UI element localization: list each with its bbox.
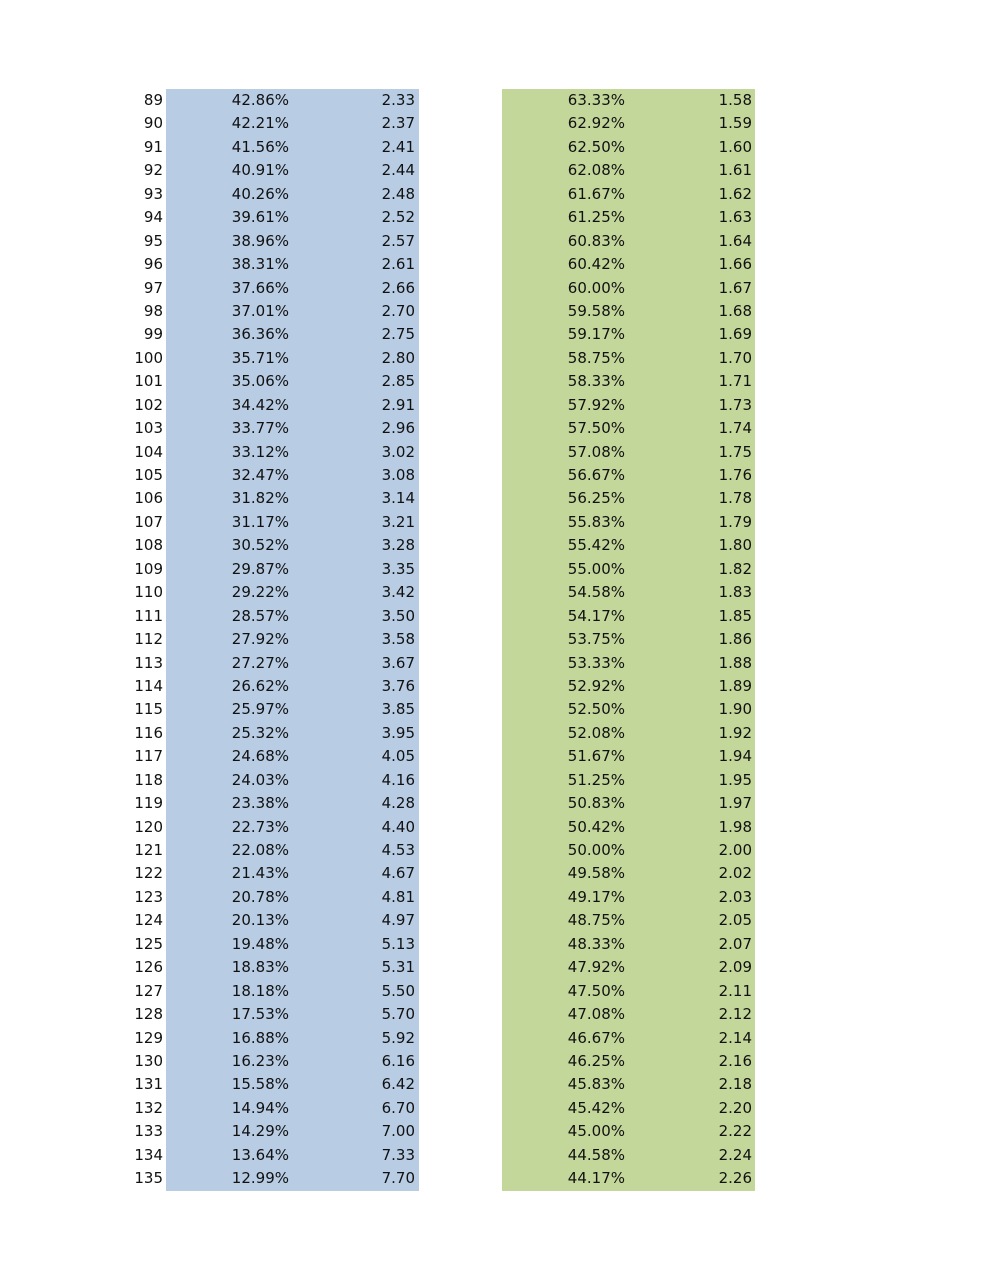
row-number-cell: 119 [134, 794, 163, 813]
percent-b-cell: 53.33% [567, 653, 625, 672]
value-b-cell: 1.89 [718, 676, 752, 695]
row-number-cell: 89 [143, 91, 163, 109]
row-number-cell: 112 [134, 630, 163, 649]
percent-a-cell: 17.53% [231, 1005, 289, 1024]
value-b-cell: 2.03 [718, 887, 752, 906]
table-row [0, 112, 990, 135]
value-b-cell: 1.64 [718, 231, 752, 250]
table-row [0, 511, 990, 534]
row-number-cell: 130 [134, 1051, 163, 1070]
percent-b-cell: 51.67% [567, 747, 625, 766]
table-row [0, 1027, 990, 1050]
value-b-cell: 1.88 [718, 653, 752, 672]
row-number-cell: 99 [143, 325, 163, 344]
table-row [0, 441, 990, 464]
table-row [0, 675, 990, 698]
value-b-cell: 1.68 [718, 301, 752, 320]
value-b-cell: 1.73 [718, 395, 752, 414]
percent-a-cell: 34.42% [231, 395, 289, 414]
value-a-cell: 2.75 [381, 325, 415, 344]
value-a-cell: 4.97 [381, 911, 415, 930]
percent-b-cell: 62.92% [567, 114, 625, 133]
table-row [0, 534, 990, 557]
row-number-cell: 100 [134, 348, 163, 367]
percent-b-cell: 47.50% [567, 981, 625, 1000]
value-a-cell: 4.16 [381, 770, 415, 789]
value-b-cell: 1.83 [718, 583, 752, 602]
percent-a-cell: 31.17% [231, 512, 289, 531]
value-b-cell: 2.20 [718, 1098, 752, 1117]
percent-a-cell: 16.88% [231, 1028, 289, 1047]
row-number-cell: 90 [143, 114, 163, 133]
row-number-cell: 106 [134, 489, 163, 508]
row-number-cell: 128 [134, 1005, 163, 1024]
table-row [0, 230, 990, 253]
table-row [0, 487, 990, 510]
percent-b-cell: 49.58% [567, 864, 625, 883]
row-number-cell: 125 [134, 934, 163, 953]
value-a-cell: 4.67 [381, 864, 415, 883]
percent-b-cell: 54.17% [567, 606, 625, 625]
table-row [0, 370, 990, 393]
row-number-cell: 103 [134, 419, 163, 438]
value-b-cell: 2.26 [718, 1169, 752, 1188]
value-b-cell: 1.94 [718, 747, 752, 766]
row-number-cell: 92 [143, 161, 163, 180]
value-a-cell: 4.05 [381, 747, 415, 766]
row-number-cell: 101 [134, 372, 163, 391]
percent-a-cell: 36.36% [231, 325, 289, 344]
percent-a-cell: 22.73% [231, 817, 289, 836]
row-number-cell: 121 [134, 841, 163, 859]
value-b-cell: 1.71 [718, 372, 752, 391]
table-row [0, 862, 990, 885]
value-b-cell: 2.11 [718, 981, 752, 1000]
value-b-cell: 2.12 [718, 1005, 752, 1024]
value-a-cell: 2.91 [381, 395, 415, 414]
percent-b-cell: 44.58% [567, 1145, 625, 1164]
percent-a-cell: 22.08% [231, 841, 289, 859]
percent-a-cell: 25.97% [231, 700, 289, 719]
table-row [0, 581, 990, 604]
percent-b-cell: 59.58% [567, 301, 625, 320]
row-number-cell: 102 [134, 395, 163, 414]
row-number-cell: 134 [134, 1145, 163, 1164]
percent-a-cell: 41.56% [231, 137, 289, 156]
percent-a-cell: 42.86% [231, 91, 289, 109]
percent-b-cell: 58.33% [567, 372, 625, 391]
row-number-cell: 120 [134, 817, 163, 836]
table-row [0, 558, 990, 581]
table-row [0, 745, 990, 768]
row-number-cell: 135 [134, 1169, 163, 1188]
percent-b-cell: 53.75% [567, 630, 625, 649]
table-row [0, 722, 990, 745]
percent-a-cell: 40.91% [231, 161, 289, 180]
percent-b-cell: 55.42% [567, 536, 625, 555]
row-number-cell: 118 [134, 770, 163, 789]
percent-b-cell: 44.17% [567, 1169, 625, 1188]
value-b-cell: 2.24 [718, 1145, 752, 1164]
value-b-cell: 1.92 [718, 723, 752, 742]
percent-b-cell: 46.67% [567, 1028, 625, 1047]
percent-b-cell: 52.50% [567, 700, 625, 719]
row-number-cell: 131 [134, 1075, 163, 1094]
value-a-cell: 5.50 [381, 981, 415, 1000]
table-row [0, 206, 990, 229]
value-a-cell: 4.40 [381, 817, 415, 836]
percent-a-cell: 21.43% [231, 864, 289, 883]
row-number-cell: 129 [134, 1028, 163, 1047]
percent-a-cell: 26.62% [231, 676, 289, 695]
value-a-cell: 3.02 [381, 442, 415, 461]
value-b-cell: 2.09 [718, 958, 752, 977]
row-number-cell: 133 [134, 1122, 163, 1141]
value-a-cell: 2.44 [381, 161, 415, 180]
value-b-cell: 1.76 [718, 466, 752, 484]
value-b-cell: 2.14 [718, 1028, 752, 1047]
value-a-cell: 4.28 [381, 794, 415, 813]
row-number-cell: 127 [134, 981, 163, 1000]
row-number-cell: 111 [134, 606, 163, 625]
percent-a-cell: 42.21% [231, 114, 289, 133]
value-a-cell: 3.85 [381, 700, 415, 719]
value-a-cell: 2.33 [381, 91, 415, 109]
value-b-cell: 1.98 [718, 817, 752, 836]
table-row [0, 605, 990, 628]
percent-b-cell: 60.00% [567, 278, 625, 297]
percent-a-cell: 15.58% [231, 1075, 289, 1094]
value-a-cell: 3.42 [381, 583, 415, 602]
value-b-cell: 1.80 [718, 536, 752, 555]
row-number-cell: 109 [134, 559, 163, 578]
value-a-cell: 3.35 [381, 559, 415, 578]
value-b-cell: 2.07 [718, 934, 752, 953]
table-row [0, 1144, 990, 1167]
table-row [0, 652, 990, 675]
table-row [0, 1003, 990, 1026]
value-b-cell: 1.60 [718, 137, 752, 156]
percent-a-cell: 37.66% [231, 278, 289, 297]
value-b-cell: 1.58 [718, 91, 752, 109]
value-a-cell: 2.61 [381, 255, 415, 274]
table-row [0, 1050, 990, 1073]
value-b-cell: 1.78 [718, 489, 752, 508]
percent-a-cell: 37.01% [231, 301, 289, 320]
table-row [0, 792, 990, 815]
table-row [0, 323, 990, 346]
value-a-cell: 7.33 [381, 1145, 415, 1164]
value-b-cell: 2.00 [718, 841, 752, 859]
percent-a-cell: 14.29% [231, 1122, 289, 1141]
percent-a-cell: 33.12% [231, 442, 289, 461]
value-b-cell: 1.63 [718, 208, 752, 227]
row-number-cell: 105 [134, 466, 163, 484]
row-number-cell: 132 [134, 1098, 163, 1117]
value-b-cell: 1.95 [718, 770, 752, 789]
value-a-cell: 2.48 [381, 184, 415, 203]
percent-b-cell: 48.33% [567, 934, 625, 953]
value-a-cell: 3.95 [381, 723, 415, 742]
value-a-cell: 3.21 [381, 512, 415, 531]
percent-a-cell: 16.23% [231, 1051, 289, 1070]
percent-b-cell: 47.08% [567, 1005, 625, 1024]
table-row [0, 417, 990, 440]
value-a-cell: 2.41 [381, 137, 415, 156]
value-b-cell: 1.86 [718, 630, 752, 649]
percent-b-cell: 46.25% [567, 1051, 625, 1070]
percent-b-cell: 49.17% [567, 887, 625, 906]
percent-a-cell: 18.83% [231, 958, 289, 977]
percent-b-cell: 56.67% [567, 466, 625, 484]
table-row [0, 956, 990, 979]
value-a-cell: 4.81 [381, 887, 415, 906]
percent-b-cell: 45.83% [567, 1075, 625, 1094]
percent-a-cell: 38.31% [231, 255, 289, 274]
value-b-cell: 1.85 [718, 606, 752, 625]
table-row [0, 980, 990, 1003]
table-row [0, 159, 990, 182]
table-row [0, 253, 990, 276]
table-row [0, 1073, 990, 1096]
table-row [0, 698, 990, 721]
table-row [0, 1167, 990, 1190]
value-a-cell: 3.76 [381, 676, 415, 695]
row-number-cell: 113 [134, 653, 163, 672]
value-b-cell: 2.05 [718, 911, 752, 930]
value-a-cell: 3.50 [381, 606, 415, 625]
percent-b-cell: 61.67% [567, 184, 625, 203]
value-a-cell: 6.42 [381, 1075, 415, 1094]
table-row [0, 300, 990, 323]
percent-b-cell: 57.08% [567, 442, 625, 461]
percent-b-cell: 60.42% [567, 255, 625, 274]
table-row [0, 1097, 990, 1120]
percent-a-cell: 20.78% [231, 887, 289, 906]
percent-a-cell: 35.71% [231, 348, 289, 367]
value-a-cell: 5.31 [381, 958, 415, 977]
row-number-cell: 117 [134, 747, 163, 766]
percent-a-cell: 25.32% [231, 723, 289, 742]
value-b-cell: 1.82 [718, 559, 752, 578]
value-b-cell: 1.79 [718, 512, 752, 531]
table-row [0, 1120, 990, 1143]
table-row [0, 394, 990, 417]
row-number-cell: 122 [134, 864, 163, 883]
value-a-cell: 2.96 [381, 419, 415, 438]
percent-a-cell: 29.87% [231, 559, 289, 578]
percent-a-cell: 24.68% [231, 747, 289, 766]
value-a-cell: 3.08 [381, 466, 415, 484]
value-a-cell: 2.57 [381, 231, 415, 250]
percent-b-cell: 56.25% [567, 489, 625, 508]
row-number-cell: 116 [134, 723, 163, 742]
percent-b-cell: 50.42% [567, 817, 625, 836]
percent-b-cell: 48.75% [567, 911, 625, 930]
percent-b-cell: 47.92% [567, 958, 625, 977]
row-number-cell: 124 [134, 911, 163, 930]
table-row [0, 347, 990, 370]
row-number-cell: 104 [134, 442, 163, 461]
value-b-cell: 2.16 [718, 1051, 752, 1070]
percent-a-cell: 14.94% [231, 1098, 289, 1117]
value-a-cell: 3.58 [381, 630, 415, 649]
value-b-cell: 2.18 [718, 1075, 752, 1094]
percent-a-cell: 35.06% [231, 372, 289, 391]
row-number-cell: 97 [143, 278, 163, 297]
table-row [0, 89, 990, 112]
row-number-cell: 110 [134, 583, 163, 602]
value-a-cell: 5.70 [381, 1005, 415, 1024]
table-row [0, 628, 990, 651]
percent-b-cell: 58.75% [567, 348, 625, 367]
table-row [0, 277, 990, 300]
percent-b-cell: 61.25% [567, 208, 625, 227]
value-a-cell: 2.52 [381, 208, 415, 227]
data-table [0, 89, 990, 1191]
row-number-cell: 96 [143, 255, 163, 274]
percent-b-cell: 62.08% [567, 161, 625, 180]
value-b-cell: 2.22 [718, 1122, 752, 1141]
percent-a-cell: 24.03% [231, 770, 289, 789]
percent-b-cell: 45.00% [567, 1122, 625, 1141]
value-b-cell: 1.70 [718, 348, 752, 367]
percent-b-cell: 45.42% [567, 1098, 625, 1117]
percent-a-cell: 23.38% [231, 794, 289, 813]
value-a-cell: 6.16 [381, 1051, 415, 1070]
percent-a-cell: 29.22% [231, 583, 289, 602]
value-a-cell: 5.92 [381, 1028, 415, 1047]
value-a-cell: 2.80 [381, 348, 415, 367]
value-a-cell: 4.53 [381, 841, 415, 859]
percent-b-cell: 55.00% [567, 559, 625, 578]
percent-b-cell: 63.33% [567, 91, 625, 109]
value-a-cell: 3.67 [381, 653, 415, 672]
row-number-cell: 114 [134, 676, 163, 695]
percent-a-cell: 39.61% [231, 208, 289, 227]
percent-b-cell: 52.08% [567, 723, 625, 742]
row-number-cell: 123 [134, 887, 163, 906]
percent-a-cell: 27.27% [231, 653, 289, 672]
value-b-cell: 1.97 [718, 794, 752, 813]
table-row [0, 909, 990, 932]
percent-b-cell: 50.00% [567, 841, 625, 859]
value-a-cell: 3.14 [381, 489, 415, 508]
row-number-cell: 95 [143, 231, 163, 250]
percent-b-cell: 52.92% [567, 676, 625, 695]
percent-b-cell: 57.50% [567, 419, 625, 438]
table-row [0, 183, 990, 206]
value-b-cell: 1.62 [718, 184, 752, 203]
percent-a-cell: 38.96% [231, 231, 289, 250]
percent-a-cell: 33.77% [231, 419, 289, 438]
percent-b-cell: 51.25% [567, 770, 625, 789]
row-number-cell: 98 [143, 301, 163, 320]
value-a-cell: 2.66 [381, 278, 415, 297]
percent-b-cell: 55.83% [567, 512, 625, 531]
percent-a-cell: 20.13% [231, 911, 289, 930]
value-b-cell: 1.67 [718, 278, 752, 297]
table-row [0, 816, 990, 839]
row-number-cell: 94 [143, 208, 163, 227]
value-a-cell: 2.37 [381, 114, 415, 133]
percent-a-cell: 32.47% [231, 466, 289, 484]
value-b-cell: 1.75 [718, 442, 752, 461]
value-a-cell: 5.13 [381, 934, 415, 953]
percent-a-cell: 12.99% [231, 1169, 289, 1188]
percent-b-cell: 50.83% [567, 794, 625, 813]
row-number-cell: 93 [143, 184, 163, 203]
row-number-cell: 107 [134, 512, 163, 531]
percent-a-cell: 13.64% [231, 1145, 289, 1164]
table-row [0, 464, 990, 487]
value-b-cell: 1.90 [718, 700, 752, 719]
percent-b-cell: 62.50% [567, 137, 625, 156]
value-a-cell: 2.85 [381, 372, 415, 391]
percent-a-cell: 31.82% [231, 489, 289, 508]
value-b-cell: 1.66 [718, 255, 752, 274]
percent-a-cell: 19.48% [231, 934, 289, 953]
value-b-cell: 1.61 [718, 161, 752, 180]
value-b-cell: 1.74 [718, 419, 752, 438]
table-row [0, 769, 990, 792]
percent-b-cell: 59.17% [567, 325, 625, 344]
row-number-cell: 108 [134, 536, 163, 555]
value-a-cell: 7.70 [381, 1169, 415, 1188]
table-row [0, 136, 990, 159]
value-b-cell: 1.59 [718, 114, 752, 133]
row-number-cell: 91 [143, 137, 163, 156]
value-b-cell: 2.02 [718, 864, 752, 883]
value-a-cell: 6.70 [381, 1098, 415, 1117]
value-a-cell: 2.70 [381, 301, 415, 320]
table-row [0, 839, 990, 862]
percent-a-cell: 40.26% [231, 184, 289, 203]
percent-a-cell: 30.52% [231, 536, 289, 555]
percent-a-cell: 28.57% [231, 606, 289, 625]
percent-a-cell: 27.92% [231, 630, 289, 649]
percent-b-cell: 57.92% [567, 395, 625, 414]
percent-b-cell: 60.83% [567, 231, 625, 250]
row-number-cell: 126 [134, 958, 163, 977]
value-a-cell: 3.28 [381, 536, 415, 555]
value-b-cell: 1.69 [718, 325, 752, 344]
percent-a-cell: 18.18% [231, 981, 289, 1000]
percent-b-cell: 54.58% [567, 583, 625, 602]
value-a-cell: 7.00 [381, 1122, 415, 1141]
row-number-cell: 115 [134, 700, 163, 719]
table-row [0, 933, 990, 956]
table-row [0, 886, 990, 909]
